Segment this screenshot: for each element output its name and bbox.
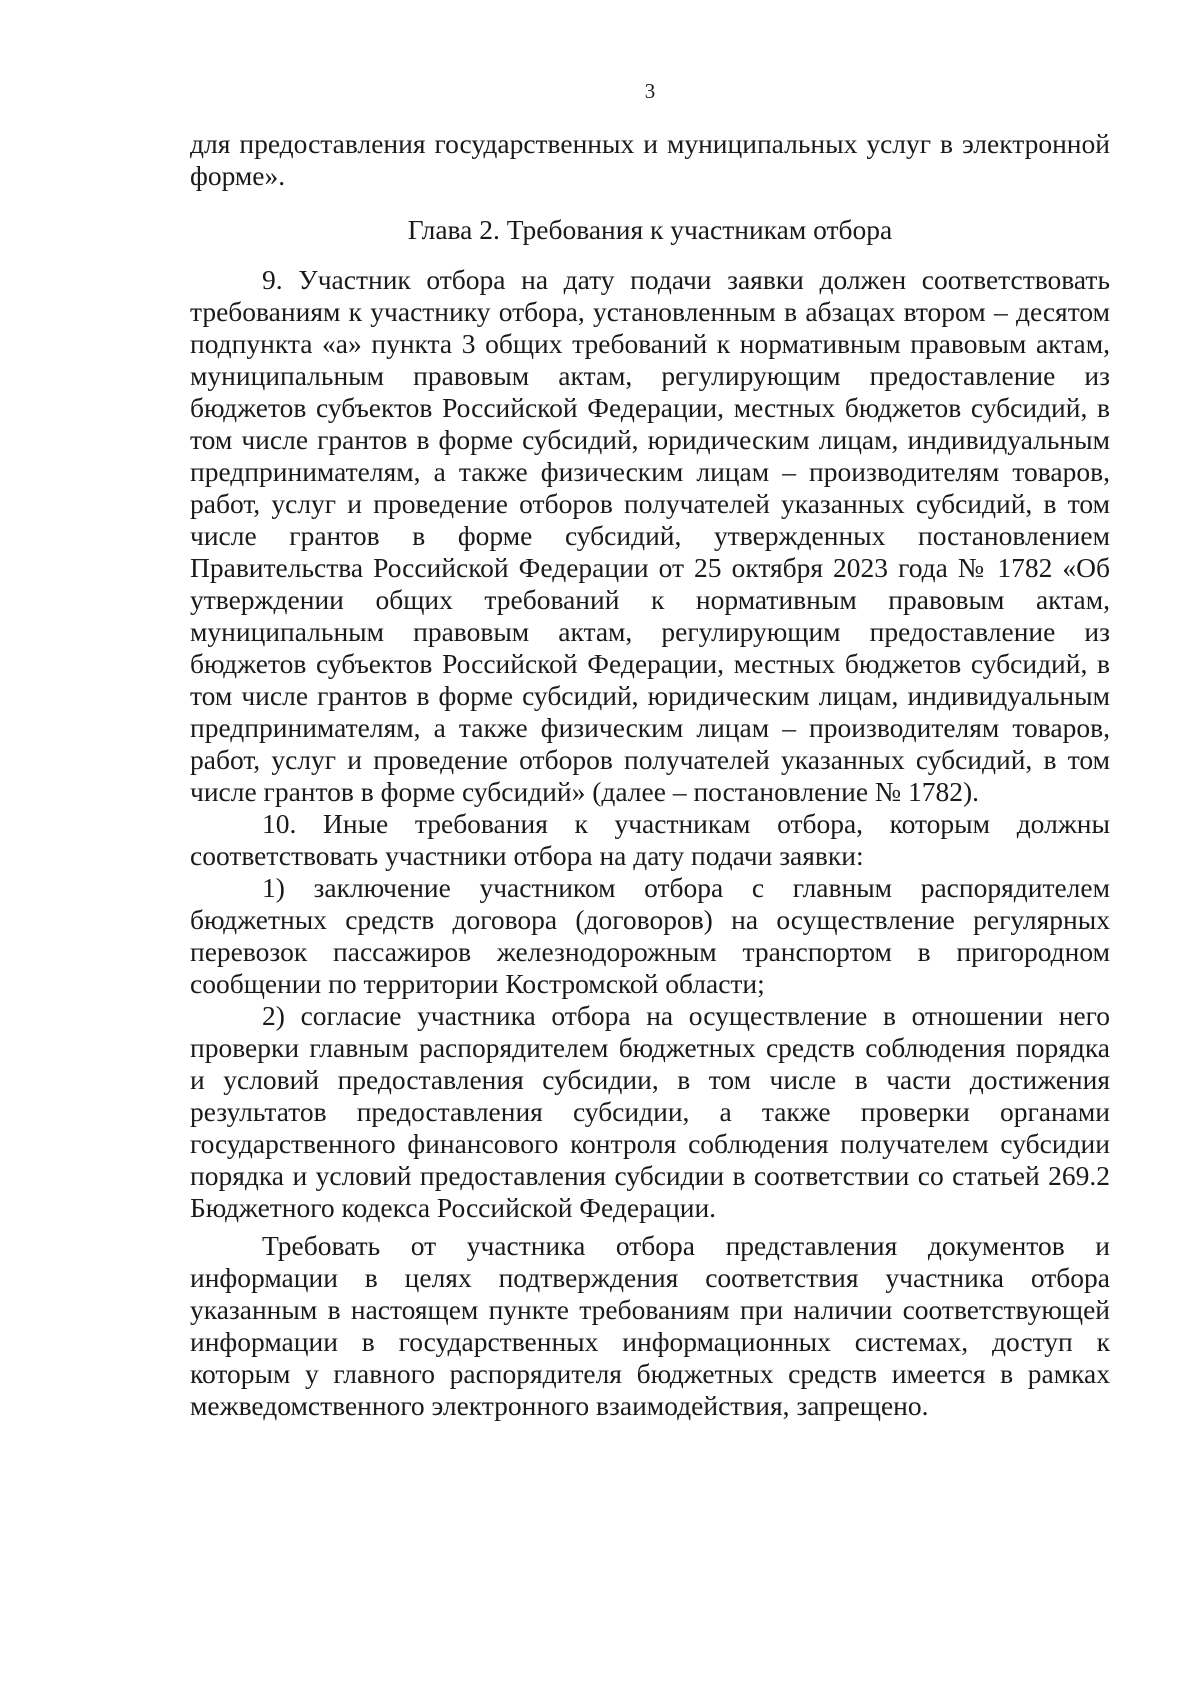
paragraph-9: 9. Участник отбора на дату подачи заявки должен соответствовать требованиям к участнику отбора, установленным в абзацах втором – десятом подпункта «а» пункта 3 общих требований к нормативным правовым актам, муниципальным правовым актам, регулирующим предоставление из бюджетов субъектов Российской Федерации, местных бюджетов субсидий, в том числе грантов в форме субсидий, юридическим лицам, индивидуальным предпринимателям, а также физическим лицам – производителям товаров, работ, услуг и проведение отборов получателей указанных субсидий, в том числе грантов в форме субсидий, утвержденных постановлением Правительства Российской Федерации от 25 октября 2023 года № 1782 «Об утверждении общих требований к нормативным правовым актам, муниципальным правовым актам, регулирующим предоставление из бюджетов субъектов Российской Федерации, местных бюджетов субсидий, в том числе грантов в форме субсидий, юридическим лицам, индивидуальным предпринимателям, а также физическим лицам – производителям товаров, работ, услуг и проведение отборов получателей указанных субсидий, в том числе грантов в форме субсидий» (далее – постановление № 1782).: [190, 264, 1110, 807]
document-page: [190, 0, 1110, 1688]
main-text-block: [190, 264, 1110, 1422]
paragraph-10-item-1: 1) заключение участником отбора с главным распорядителем бюджетных средств договора (договоров) на осуществление регулярных перевозок пассажиров железнодорожным транспортом в пригородном сообщении по территории Костромской области;: [190, 872, 1110, 999]
paragraph-10-item-2: 2) согласие участника отбора на осуществление в отношении него проверки главным распорядителем бюджетных средств соблюдения порядка и условий предоставления субсидии, в том числе в части достижения результатов предоставления субсидии, а также проверки органами государственного финансового контроля соблюдения получателем субсидии порядка и условий предоставления субсидии в соответствии со статьей 269.2 Бюджетного кодекса Российской Федерации.: [190, 1000, 1110, 1223]
continuation-block: [190, 128, 1110, 192]
page-number: 3: [644, 79, 656, 103]
continuation-paragraph: для предоставления государственных и муниципальных услуг в электронной форме».: [190, 128, 1110, 191]
paragraph-prohibition: Требовать от участника отбора представления документов и информации в целях подтверждения соответствия участника отбора указанным в настоящем пункте требованиям при наличии соответствующей информации в государственных информационных системах, доступ к которым у главного распорядителя бюджетных средств имеется в рамках межведомственного электронного взаимодействия, запрещено.: [190, 1230, 1110, 1421]
chapter-heading: Глава 2. Требования к участникам отбора: [407, 214, 893, 245]
paragraph-10: 10. Иные требования к участникам отбора, которым должны соответствовать участники отбора на дату подачи заявки:: [190, 808, 1110, 871]
